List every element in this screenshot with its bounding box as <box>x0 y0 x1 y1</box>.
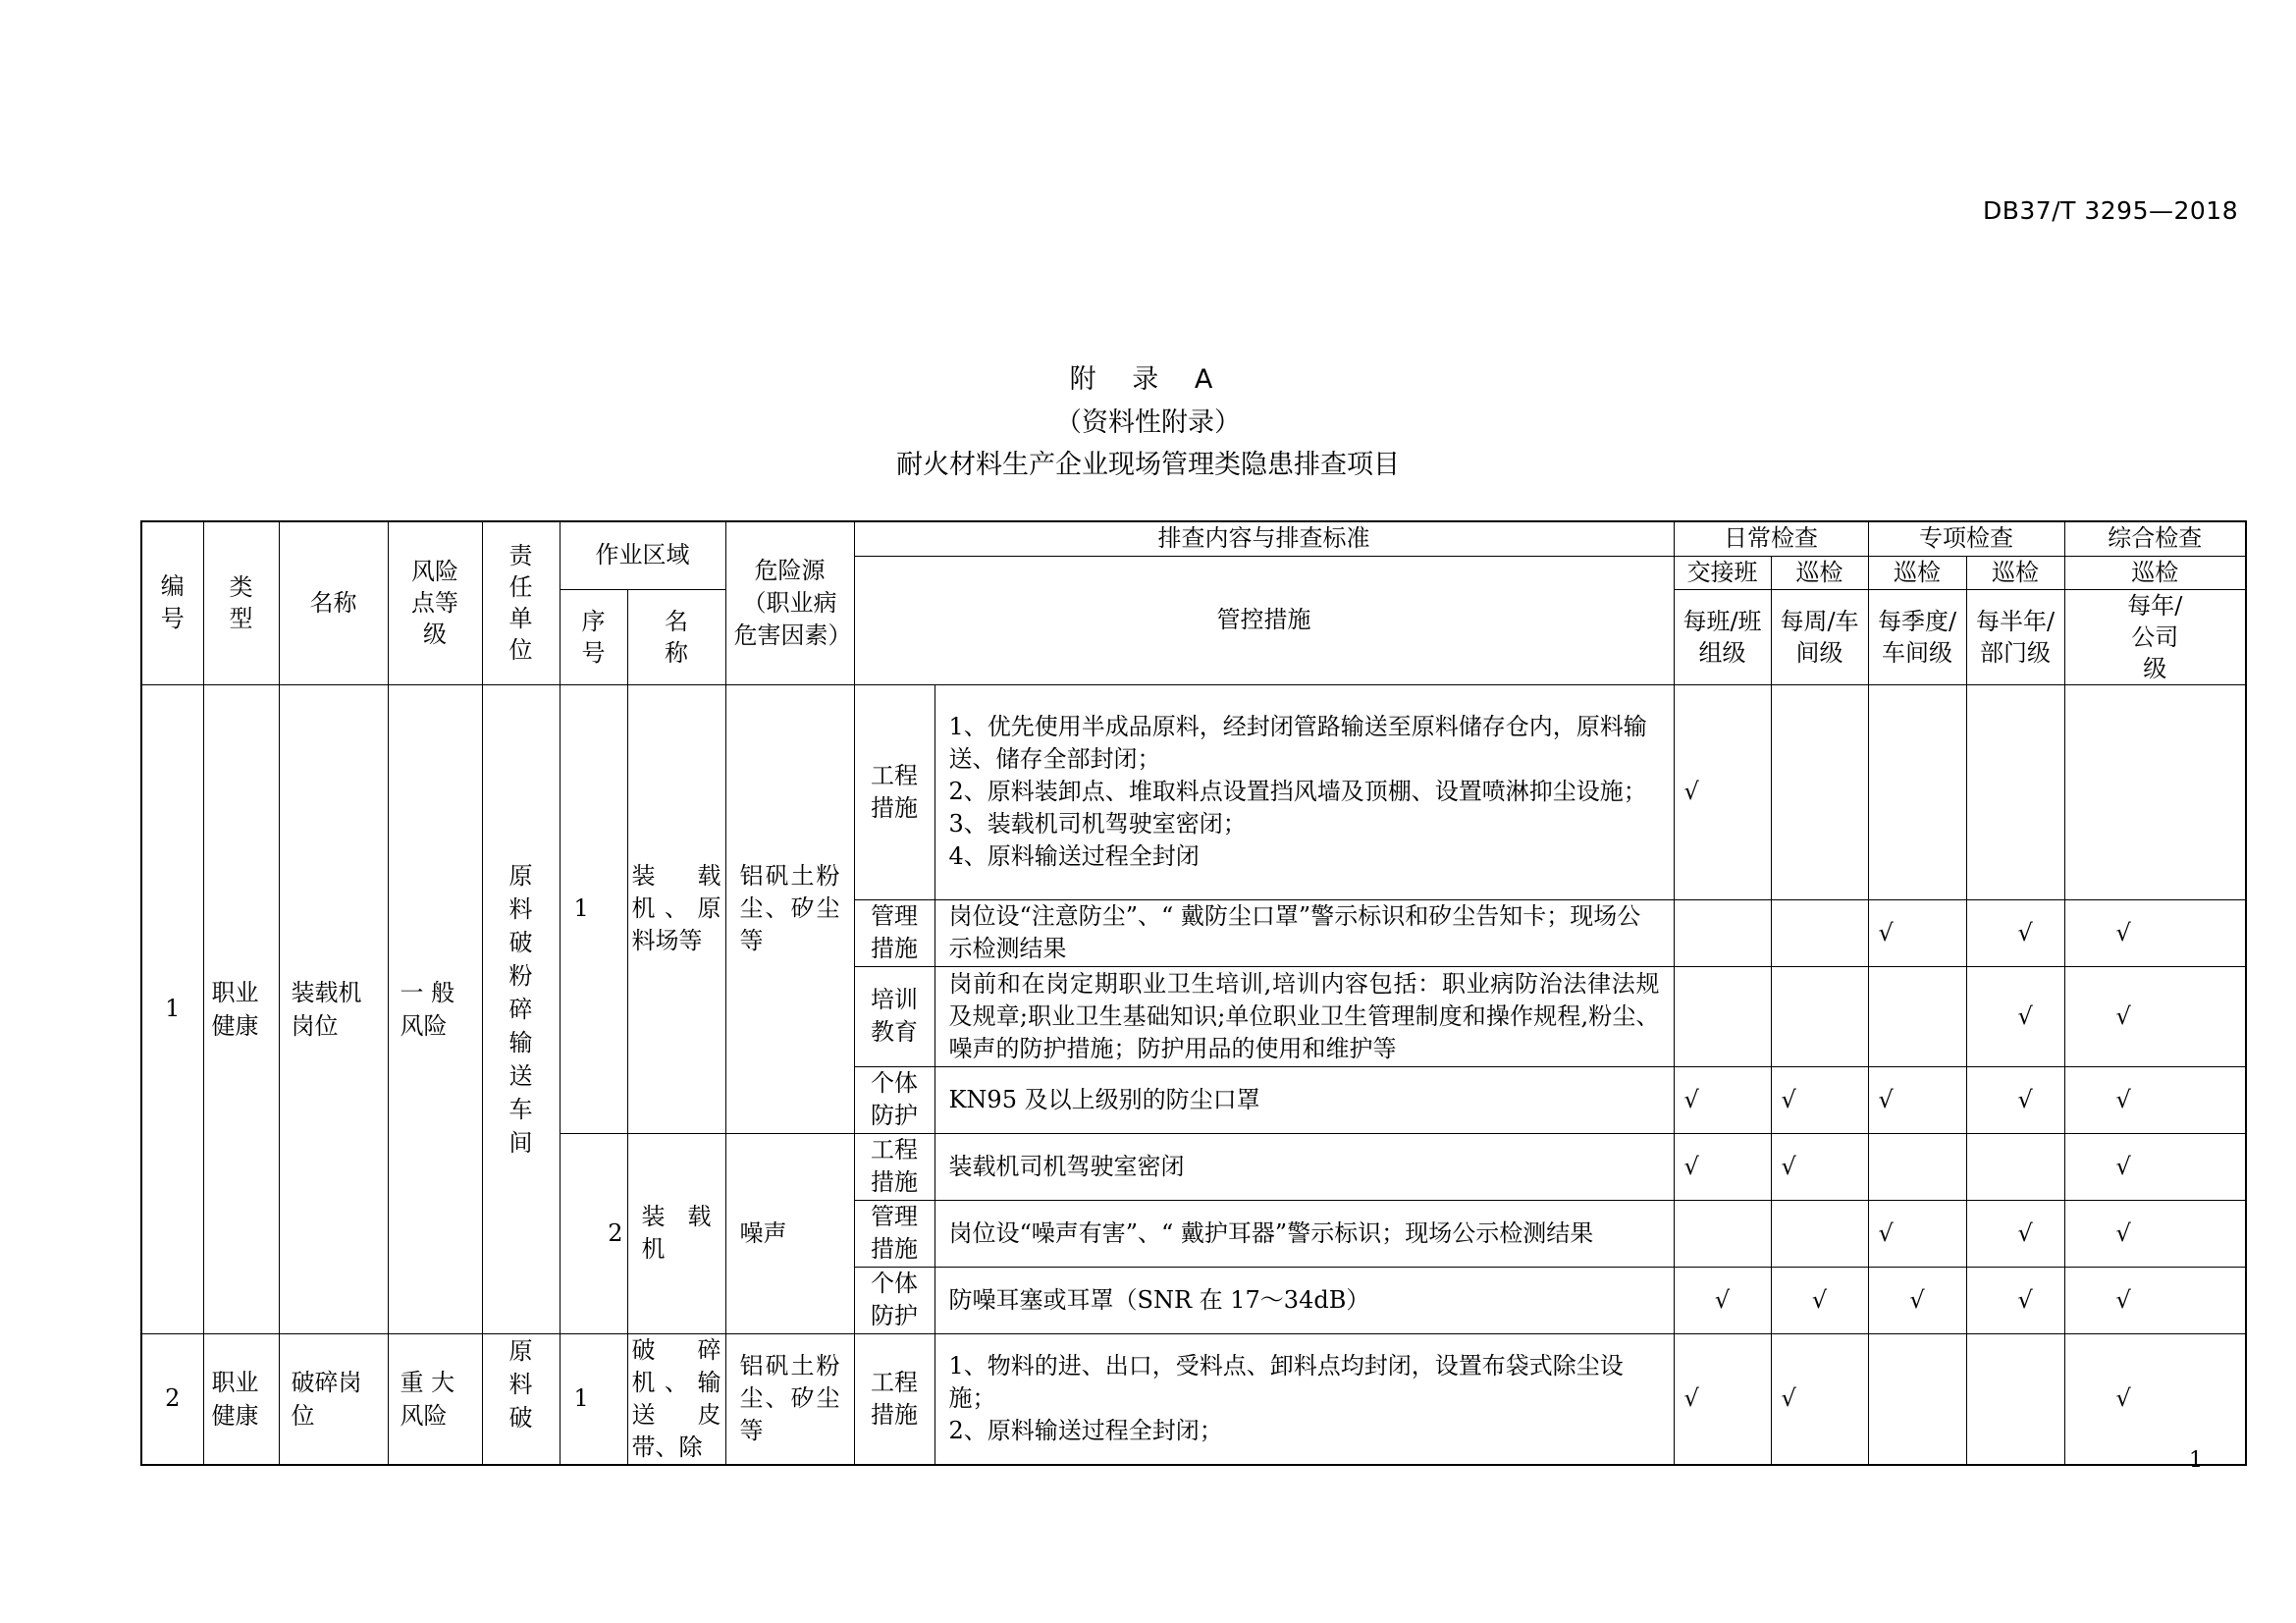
check-mark <box>1966 1133 2064 1200</box>
check-mark: √ <box>1771 1066 1868 1133</box>
check-mark <box>2064 684 2246 899</box>
check-mark <box>1966 684 2064 899</box>
check-mark <box>1674 966 1771 1066</box>
check-mark: √ <box>1966 966 2064 1066</box>
header-freq-1: 每班/班组级 <box>1674 589 1771 684</box>
row-type: 职业健康 <box>203 1333 279 1465</box>
check-mark: √ <box>1674 1066 1771 1133</box>
check-mark <box>1771 684 1868 899</box>
row-area-seq: 2 <box>560 1133 627 1333</box>
header-risk-level: 风险点等级 <box>388 521 482 684</box>
check-mark <box>1868 1133 1966 1200</box>
appendix-title: 附 录 A <box>1069 364 1227 395</box>
check-mark: √ <box>1674 1267 1771 1333</box>
header-area: 作业区域 <box>560 521 725 589</box>
measure-category: 培训教育 <box>854 966 934 1066</box>
check-mark: √ <box>1771 1133 1868 1200</box>
check-mark <box>1868 966 1966 1066</box>
row-hazard: 噪声 <box>725 1133 854 1333</box>
check-mark <box>1868 684 1966 899</box>
header-patrol: 巡检 <box>1771 556 1868 589</box>
check-mark: √ <box>1771 1267 1868 1333</box>
row-area-name: 破 碎机、输送皮带、除 <box>627 1333 725 1465</box>
header-type: 类型 <box>203 521 279 684</box>
check-mark <box>1966 1333 2064 1465</box>
header-handover: 交接班 <box>1674 556 1771 589</box>
check-mark <box>1771 899 1868 966</box>
check-mark: √ <box>2064 1133 2246 1200</box>
header-area-name: 名称 <box>627 589 725 684</box>
measure-content: 装载机司机驾驶室密闭 <box>934 1133 1674 1200</box>
header-patrol: 巡检 <box>1966 556 2064 589</box>
check-mark: √ <box>1868 1200 1966 1267</box>
check-mark <box>1674 899 1771 966</box>
check-mark: √ <box>2064 1066 2246 1133</box>
check-mark: √ <box>1868 1066 1966 1133</box>
header-freq-2: 每周/车间级 <box>1771 589 1868 684</box>
check-mark: √ <box>1966 1200 2064 1267</box>
measure-content: 1、物料的进、出口，受料点、卸料点均封闭，设置布袋式除尘设施； 2、原料输送过程全封闭； <box>934 1333 1674 1465</box>
header-patrol: 巡检 <box>2064 556 2246 589</box>
header-unit: 责任单位 <box>482 521 560 684</box>
measure-content: 岗前和在岗定期职业卫生培训,培训内容包括：职业病防治法律法规及规章;职业卫生基础知识;单位职业卫生管理制度和操作规程,粉尘、噪声的防护措施；防护用品的使用和维护等 <box>934 966 1674 1066</box>
measure-category: 管理措施 <box>854 1200 934 1267</box>
row-risk: 重 大风险 <box>388 1333 482 1465</box>
measure-category: 个体防护 <box>854 1267 934 1333</box>
header-special: 专项检查 <box>1868 521 2064 556</box>
measure-category: 工程措施 <box>854 1133 934 1200</box>
row-name: 装载机岗位 <box>279 684 388 1333</box>
hazard-check-table <box>140 520 2247 1466</box>
check-mark: √ <box>1868 1267 1966 1333</box>
page-number: 1 <box>2189 1448 2203 1473</box>
row-type: 职业健康 <box>203 684 279 1333</box>
measure-content: KN95 及以上级别的防尘口罩 <box>934 1066 1674 1133</box>
standard-code: DB37/T 3295—2018 <box>1983 196 2239 225</box>
row-area-name: 装 载机 <box>627 1133 725 1333</box>
table-row <box>141 1333 2246 1465</box>
check-mark <box>1771 1200 1868 1267</box>
check-mark: √ <box>1674 1133 1771 1200</box>
check-mark: √ <box>2064 899 2246 966</box>
measure-content: 岗位设“注意防尘”、“ 戴防尘口罩”警示标识和矽尘告知卡；现场公示检测结果 <box>934 899 1674 966</box>
header-patrol: 巡检 <box>1868 556 1966 589</box>
header-daily: 日常检查 <box>1674 521 1868 556</box>
row-no: 2 <box>141 1333 203 1465</box>
row-area-name: 装 载机、原料场等 <box>627 684 725 1133</box>
measure-category: 个体防护 <box>854 1066 934 1133</box>
row-area-seq: 1 <box>560 1333 627 1465</box>
check-mark: √ <box>1674 684 1771 899</box>
check-mark: √ <box>1966 1267 2064 1333</box>
table-row <box>141 684 2246 899</box>
measure-category: 工程措施 <box>854 684 934 899</box>
header-area-seq: 序号 <box>560 589 627 684</box>
table-title: 耐火材料生产企业现场管理类隐患排查项目 <box>896 450 1400 480</box>
check-mark: √ <box>2064 1333 2246 1465</box>
row-area-seq: 1 <box>560 684 627 1133</box>
check-mark: √ <box>1966 899 2064 966</box>
header-comprehensive: 综合检查 <box>2064 521 2246 556</box>
row-risk: 一 般风险 <box>388 684 482 1333</box>
row-unit: 原料破粉碎输送车间 <box>482 684 560 1333</box>
check-mark <box>1868 1333 1966 1465</box>
check-mark <box>1771 966 1868 1066</box>
header-hazard: 危险源（职业病危害因素） <box>725 521 854 684</box>
measure-content: 防噪耳塞或耳罩（SNR 在 17～34dB） <box>934 1267 1674 1333</box>
measure-content: 1、优先使用半成品原料，经封闭管路输送至原料储存仓内，原料输送、储存全部封闭； 2、原料装卸点、堆取料点设置挡风墙及顶棚、设置喷淋抑尘设施； 3、装载机司机驾驶室密闭； 4、原料输送过程全封闭 <box>934 684 1674 899</box>
measure-category: 工程措施 <box>854 1333 934 1465</box>
check-mark: √ <box>1674 1333 1771 1465</box>
measure-category: 管理措施 <box>854 899 934 966</box>
check-mark: √ <box>2064 1267 2246 1333</box>
row-name: 破碎岗位 <box>279 1333 388 1465</box>
header-control: 管控措施 <box>854 556 1674 684</box>
header-name: 名称 <box>279 521 388 684</box>
row-hazard: 铝矾土粉尘、矽尘等 <box>725 1333 854 1465</box>
check-mark: √ <box>2064 1200 2246 1267</box>
row-no: 1 <box>141 684 203 1333</box>
check-mark: √ <box>1771 1333 1868 1465</box>
header-no: 编号 <box>141 521 203 684</box>
row-unit: 原料破 <box>482 1333 560 1465</box>
header-freq-4: 每半年/部门级 <box>1966 589 2064 684</box>
appendix-subtitle: （资料性附录） <box>1055 407 1241 438</box>
check-mark <box>1674 1200 1771 1267</box>
check-mark: √ <box>1868 899 1966 966</box>
header-content: 排查内容与排查标准 <box>854 521 1674 556</box>
measure-content: 岗位设“噪声有害”、“ 戴护耳器”警示标识；现场公示检测结果 <box>934 1200 1674 1267</box>
check-mark: √ <box>1966 1066 2064 1133</box>
row-hazard: 铝矾土粉尘、矽尘等 <box>725 684 854 1133</box>
check-mark: √ <box>2064 966 2246 1066</box>
header-freq-3: 每季度/车间级 <box>1868 589 1966 684</box>
header-freq-5: 每年/公司级 <box>2064 589 2246 684</box>
